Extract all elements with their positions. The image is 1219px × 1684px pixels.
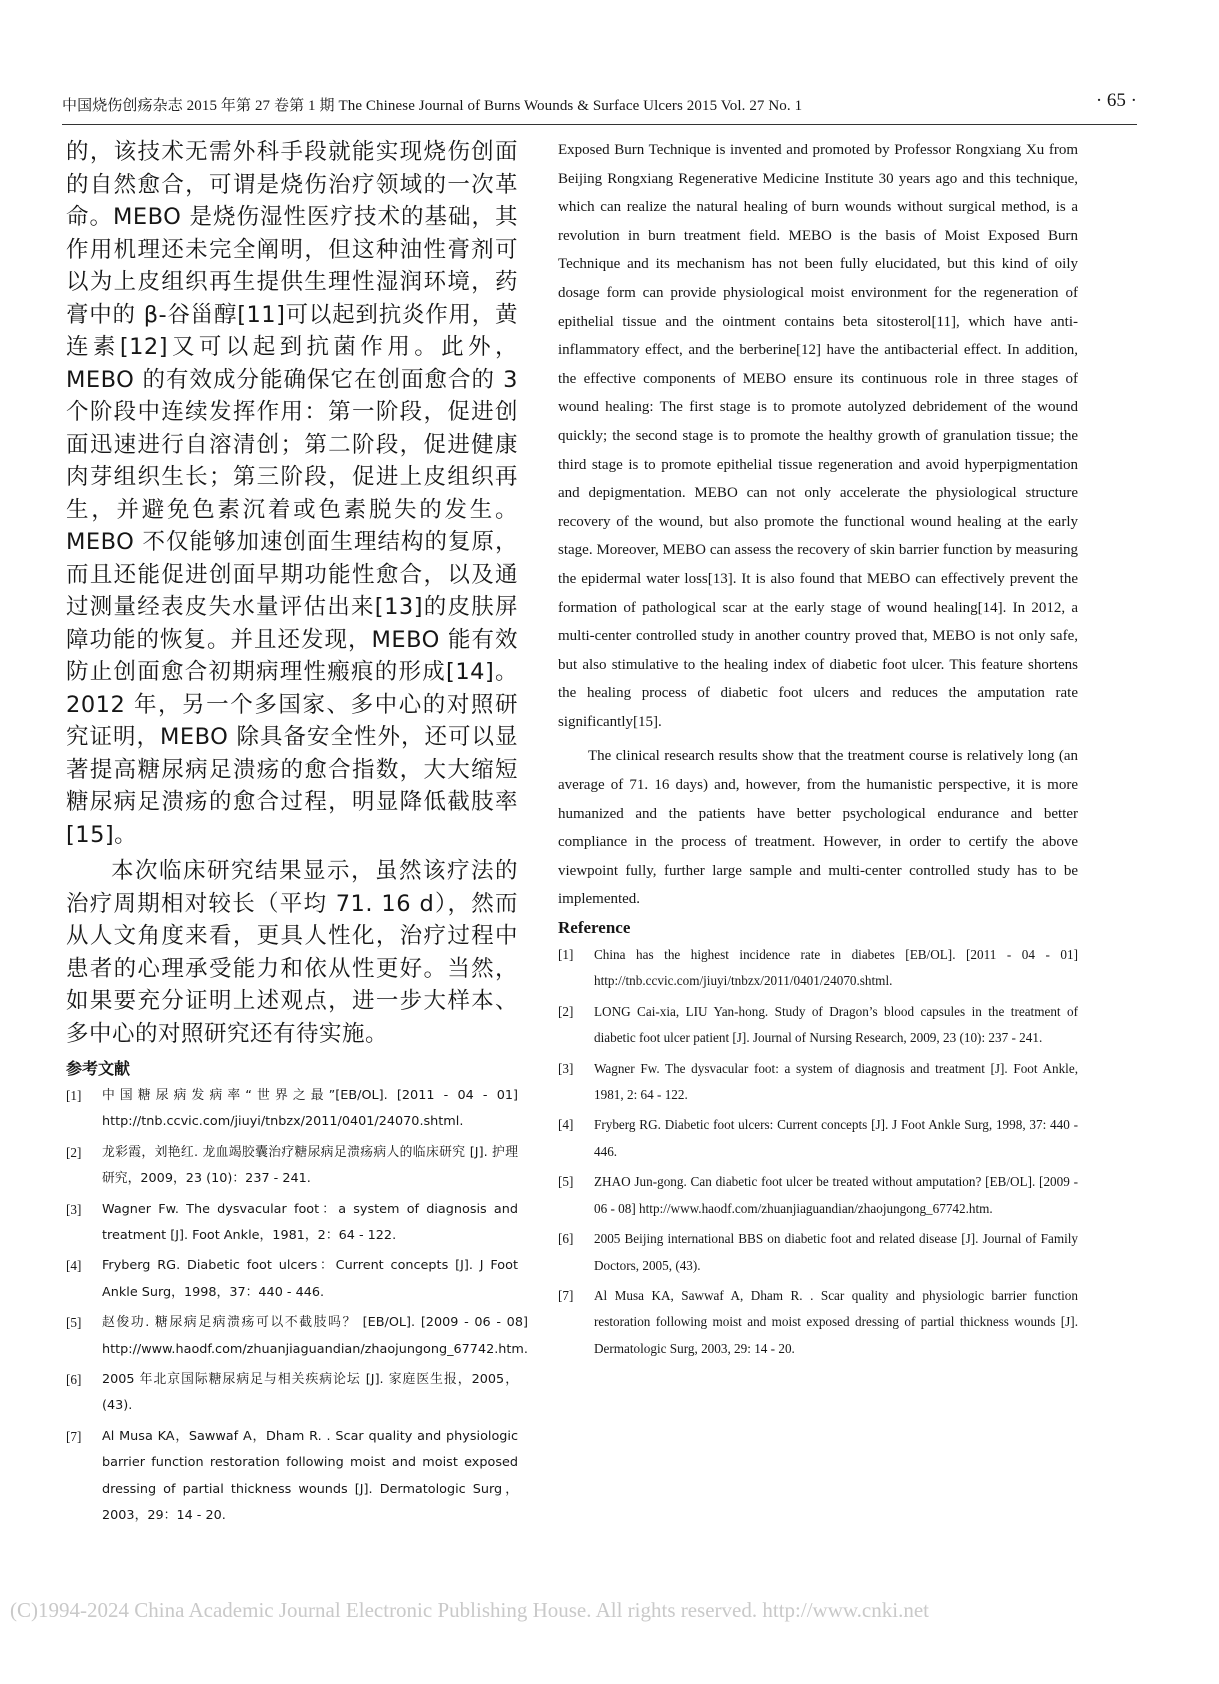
zh-reference-item	[66, 1367, 518, 1420]
zh-reference-item	[66, 1197, 518, 1250]
zh-reference-item	[66, 1310, 528, 1363]
zh-reference-item	[66, 1253, 518, 1306]
reference-text: Al Musa KA, Sawwaf A, Dham R. . Scar quality and physiologic barrier function restoration following moist and moist exposed dressing of partial thickness wounds [J]. Dermatologic Surg, 2003, 29: 14 - 20.	[594, 1287, 1078, 1356]
en-reference-item	[558, 1226, 1078, 1279]
reference-number: [2]	[66, 1144, 82, 1160]
reference-number: [4]	[558, 1117, 574, 1133]
zh-reference-item	[66, 1424, 518, 1530]
en-reference-item	[558, 1112, 1078, 1165]
reference-number: [7]	[66, 1428, 82, 1444]
reference-number: [4]	[66, 1258, 82, 1274]
journal-citation: 中国烧伤创疡杂志 2015 年第 27 卷第 1 期 The Chinese Journal of Burns Wounds & Surface Ulcers 2015 Vol. 27 No. 1	[62, 98, 803, 114]
reference-text: 中国糖尿病发病率“世界之最”[EB/OL]. [2011 - 04 - 01] http://tnb.ccvic.com/jiuyi/tnbzx/2011/0401/24070.shtml.	[102, 1088, 518, 1130]
reference-number: [7]	[558, 1287, 574, 1303]
reference-text: Fryberg RG. Diabetic foot ulcers: Current concepts [J]. J Foot Ankle Surg, 1998, 37: 440 - 446.	[594, 1117, 1078, 1159]
en-paragraph-2: The clinical research results show that the treatment course is relatively long (an average of 71. 16 days) and, however, from the humanistic perspective, it is more humanized and the patients have better psychological endurance and better compliance in the process of treatment. However, in order to certify the above viewpoint fully, further large sample and multi-center controlled study has to be implemented.	[558, 748, 1078, 908]
reference-text: Wagner Fw. The dysvacular foot: a system of diagnosis and treatment [J]. Foot Ankle, 1981, 2: 64 - 122.	[594, 1060, 1078, 1103]
en-reference-title: Reference	[558, 918, 631, 938]
reference-number: [1]	[558, 947, 574, 963]
zh-paragraph-2: 本次临床研究结果显示，虽然该疗法的治疗周期相对较长（平均 71. 16 d），然而从人文角度来看，更具人性化，治疗过程中患者的心理承受能力和依从性更好。当然，如果要充分证明上述观点，进一步大样本、多中心的对照研究还有待实施。	[66, 858, 518, 1047]
en-reference-list	[558, 942, 1078, 1362]
en-paragraph-1: Exposed Burn Technique is invented and promoted by Professor Rongxiang Xu from Beijing Rongxiang Regenerative Medicine Institute 30 years ago and this technique, which can realize the natural healing of burn wounds without surgical method, is a revolution in burn treatment field. MEBO is the basis of Moist Exposed Burn Technique and its mechanism has not been fully elucidated, but this kind of oily dosage form can provide physiological moist environment for the regeneration of epithelial tissue and the ointment contains beta sitosterol[11], which have anti-inflammatory effect, and the berberine[12] have the antibacterial effect. In addition, the effective components of MEBO ensure its continuous role in three stages of wound healing: The first stage is to promote autolyzed debridement of the wound quickly; the second stage is to promote the healthy growth of granulation tissue; the third stage is to promote epithelial tissue regeneration and avoid hyperpigmentation and depigmentation. MEBO can not only accelerate the physiological structure recovery of the wound, but also promote the functional wound healing at the early stage. Moreover, MEBO can assess the recovery of skin barrier function by measuring the epidermal water loss[13]. It is also found that MEBO can effectively prevent the formation of pathological scar at the early stage of wound healing[14]. In 2012, a multi-center controlled study in another country proved that, MEBO is not only safe, but also stimulative to the healing index of diabetic foot ulcer. This feature shortens the healing process of diabetic foot ulcers and reduces the amputation rate significantly[15].	[558, 142, 1078, 730]
reference-text: 龙彩霞，刘艳红. 龙血竭胶囊治疗糖尿病足溃疡病人的临床研究 [J]. 护理研究，2009，23 (10)：237 - 241.	[102, 1144, 518, 1187]
reference-number: [6]	[66, 1372, 82, 1388]
en-reference-item	[558, 1169, 1078, 1222]
zh-reference-title: 参考文献	[66, 1059, 131, 1078]
reference-text: China has the highest incidence rate in diabetes [EB/OL]. [2011 - 04 - 01] http://tnb.ccvic.com/jiuyi/tnbzx/2011/0401/24070.shtml.	[594, 947, 1078, 989]
reference-text: 赵俊功. 糖尿病足病溃疡可以不截肢吗？ [EB/OL]. [2009 - 06 - 08] http://www.haodf.com/zhuanjiaguandian/zhaojungong_67742.htm.	[102, 1315, 528, 1357]
reference-text: Fryberg RG. Diabetic foot ulcers：Current concepts [J]. J Foot Ankle Surg，1998，37：440 - 446.	[102, 1258, 518, 1300]
zh-reference-list	[66, 1083, 528, 1530]
reference-text: 2005 年北京国际糖尿病足与相关疾病论坛 [J]. 家庭医生报，2005，(43).	[102, 1372, 518, 1414]
reference-text: Al Musa KA，Sawwaf A，Dham R. . Scar quality and physiologic barrier function restoration following moist and moist exposed dressing of partial thickness wounds [J]. Dermatologic Surg，2003，29：14 - 20.	[102, 1428, 518, 1524]
en-reference-item	[558, 942, 1078, 995]
english-column	[558, 136, 1078, 1366]
chinese-column	[66, 136, 528, 1534]
zh-reference-item	[66, 1140, 518, 1193]
page-number: · 65 ·	[1095, 90, 1137, 111]
reference-number: [1]	[66, 1088, 82, 1103]
en-reference-item	[558, 1056, 1078, 1109]
zh-reference-item	[66, 1083, 518, 1136]
running-header	[62, 86, 1137, 125]
en-reference-item	[558, 1283, 1078, 1362]
reference-text: Wagner Fw. The dysvacular foot：a system of diagnosis and treatment [J]. Foot Ankle，1981，2：64 - 122.	[102, 1201, 518, 1244]
reference-text: LONG Cai-xia, LIU Yan-hong. Study of Dragon’s blood capsules in the treatment of diabetic foot ulcer patient [J]. Journal of Nursing Research, 2009, 23 (10): 237 - 241.	[594, 1003, 1078, 1046]
en-reference-item	[558, 999, 1078, 1052]
reference-text: 2005 Beijing international BBS on diabetic foot and related disease [J]. Journal of Family Doctors, 2005, (43).	[594, 1231, 1078, 1273]
copyright-footer: (C)1994-2024 China Academic Journal Electronic Publishing House. All rights reserved. http://www.cnki.net	[10, 1598, 929, 1622]
reference-number: [2]	[558, 1003, 574, 1019]
reference-number: [3]	[66, 1201, 82, 1217]
reference-number: [6]	[558, 1231, 574, 1247]
reference-text: ZHAO Jun-gong. Can diabetic foot ulcer be treated without amputation? [EB/OL]. [2009 - 06 - 08] http://www.haodf.com/zhuanjiaguandian/zhaojungong_67742.htm.	[594, 1174, 1078, 1216]
zh-paragraph-1: 的，该技术无需外科手段就能实现烧伤创面的自然愈合，可谓是烧伤治疗领域的一次革命。MEBO 是烧伤湿性医疗技术的基础，其作用机理还未完全阐明，但这种油性膏剂可以为上皮组织再生提供生理性湿润环境，药膏中的 β-谷甾醇[11]可以起到抗炎作用，黄连素[12]又可以起到抗菌作用。此外，MEBO 的有效成分能确保它在创面愈合的 3 个阶段中连续发挥作用：第一阶段，促进创面迅速进行自溶清创；第二阶段，促进健康肉芽组织生长；第三阶段，促进上皮组织再生，并避免色素沉着或色素脱失的发生。MEBO 不仅能够加速创面生理结构的复原，而且还能促进创面早期功能性愈合，以及通过测量经表皮失水量评估出来[13]的皮肤屏障功能的恢复。并且还发现，MEBO 能有效防止创面愈合初期病理性瘢痕的形成[14]。2012 年，另一个多国家、多中心的对照研究证明，MEBO 除具备安全性外，还可以显著提高糖尿病足溃疡的愈合指数，大大缩短糖尿病足溃疡的愈合过程，明显降低截肢率[15]。	[66, 139, 518, 848]
reference-number: [5]	[558, 1174, 574, 1190]
reference-number: [5]	[66, 1315, 82, 1331]
reference-number: [3]	[558, 1060, 574, 1076]
